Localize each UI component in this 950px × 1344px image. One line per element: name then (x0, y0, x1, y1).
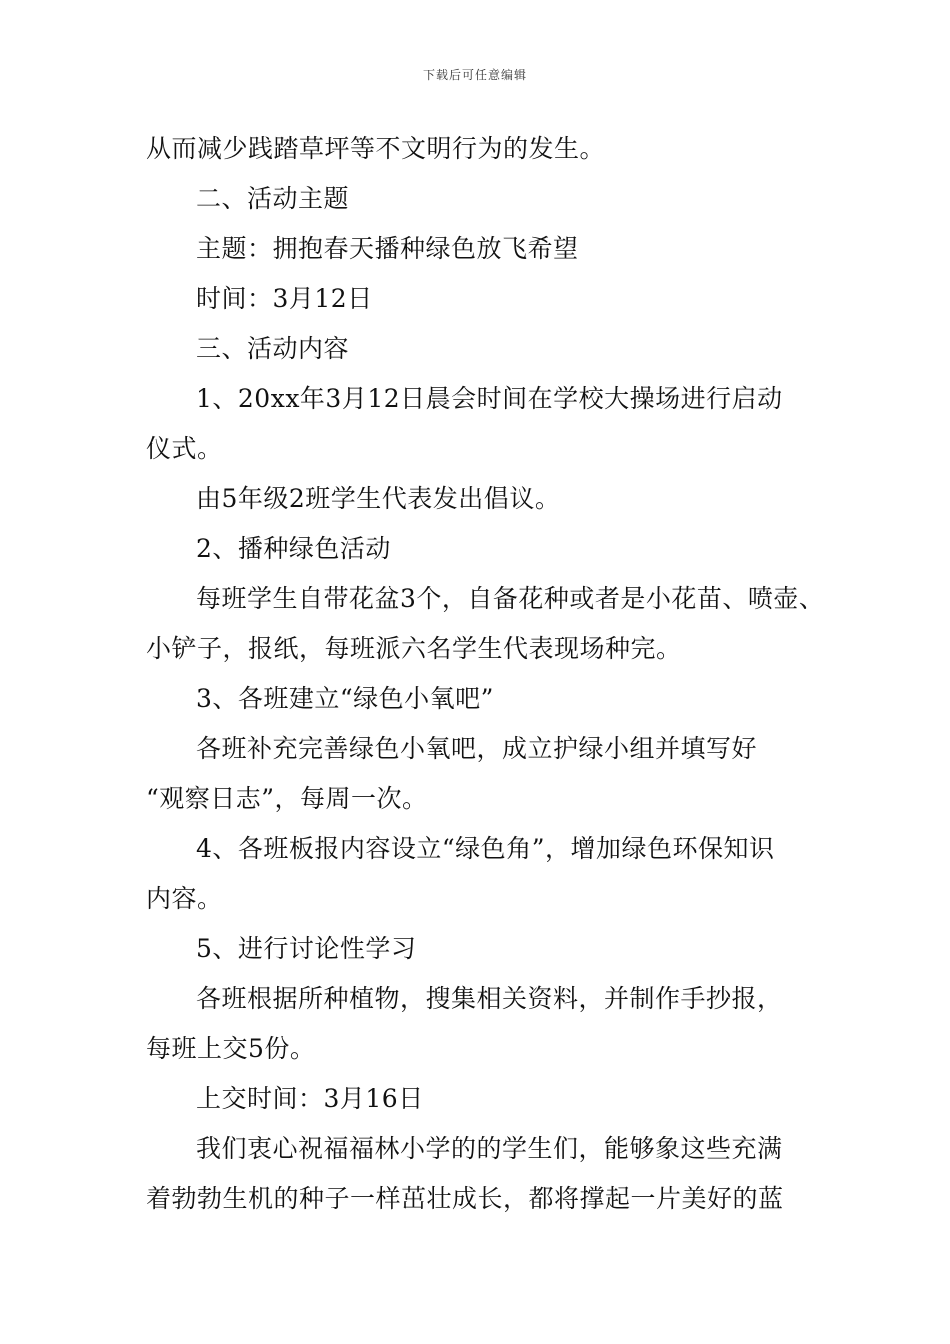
paragraph-line: 由5年级2班学生代表发出倡议。 (196, 484, 561, 513)
section-heading-content: 三、活动内容 (196, 334, 350, 363)
list-item: 5、进行讨论性学习 (196, 934, 417, 963)
page-header-note: 下载后可任意编辑 (422, 68, 527, 82)
paragraph-line: 主题：拥抱春天播种绿色放飞希望 (196, 234, 579, 263)
paragraph-line: 我们衷心祝福福林小学的的学生们，能够象这些充满 (196, 1134, 783, 1163)
paragraph-line: 小铲子，报纸，每班派六名学生代表现场种完。 (146, 634, 682, 663)
paragraph-line: 每班上交5份。 (146, 1034, 316, 1063)
document-body (146, 124, 825, 1224)
paragraph-line: “观察日志”，每周一次。 (146, 784, 428, 813)
paragraph-line: 每班学生自带花盆3个，自备花种或者是小花苗、喷壶、 (196, 584, 825, 613)
paragraph-line: 着勃勃生机的种子一样茁壮成长，都将撑起一片美好的蓝 (146, 1184, 784, 1213)
paragraph-line: 各班补充完善绿色小氧吧，成立护绿小组并填写好 (196, 734, 758, 763)
paragraph-line: 仪式。 (146, 434, 223, 463)
list-item: 1、20xx年3月12日晨会时间在学校大操场进行启动 (196, 384, 783, 413)
list-item: 2、播种绿色活动 (196, 534, 391, 563)
list-item: 4、各班板报内容设立“绿色角”，增加绿色环保知识 (196, 834, 775, 863)
section-heading-theme: 二、活动主题 (196, 184, 350, 213)
paragraph-line: 上交时间：3月16日 (196, 1084, 424, 1113)
paragraph-line: 各班根据所种植物，搜集相关资料，并制作手抄报， (196, 984, 783, 1013)
paragraph-line: 从而减少践踏草坪等不文明行为的发生。 (146, 134, 606, 163)
paragraph-line: 时间：3月12日 (196, 284, 373, 313)
list-item: 3、各班建立“绿色小氧吧” (196, 684, 494, 713)
paragraph-line: 内容。 (146, 884, 223, 913)
